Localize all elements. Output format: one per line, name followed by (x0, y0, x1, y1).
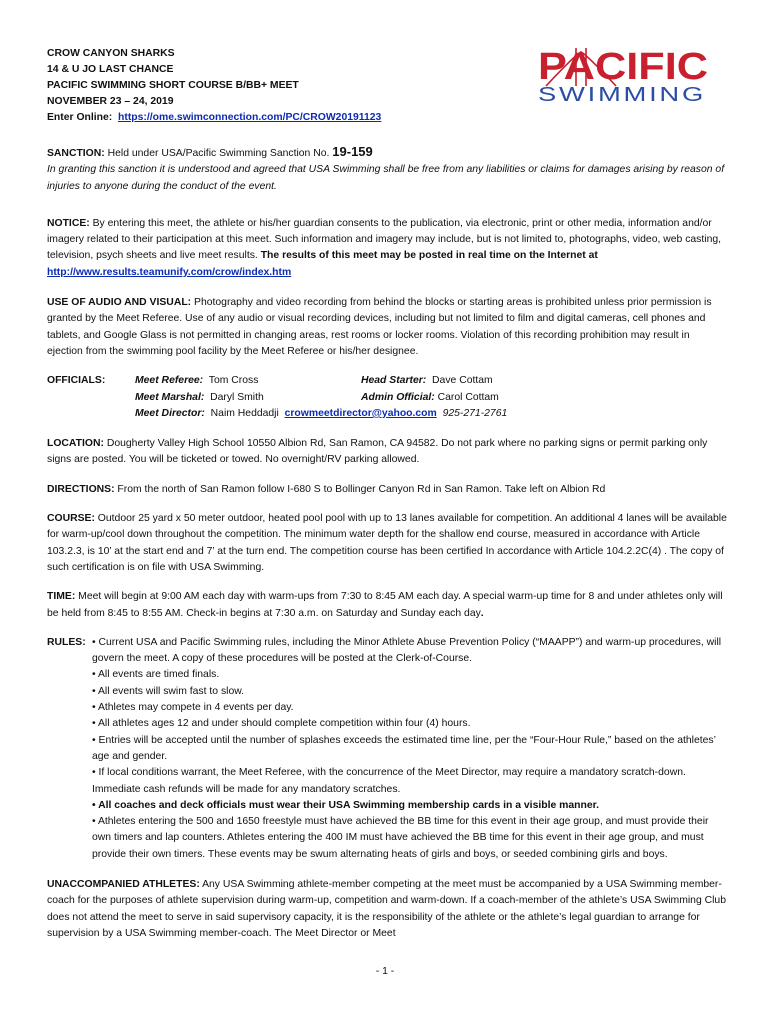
sanction-disclaimer: In granting this sanction it is understood and agreed that USA Swimming shall be free from any liabilities or claims for damages arising by reason of injuries to anyone during the conduct of the event. (47, 164, 725, 192)
time-section: TIME: Meet will begin at 9:00 AM each day with warm-ups from 7:30 to 8:45 AM each day. A special warm-up time for 8 and under athletes only will be held from 8:45 to 8:55 AM. Check-in begins at 7:30 a.m. on Saturday and Sunday each day. (47, 591, 723, 619)
document-page (47, 46, 727, 942)
meet-type: PACIFIC SWIMMING SHORT COURSE B/BB+ MEET (47, 80, 299, 91)
rule-item: • All events are timed finals. (92, 669, 220, 681)
rule-item: • All athletes ages 12 and under should complete competition within four (4) hours. (92, 718, 471, 730)
host-club: CROW CANYON SHARKS (47, 48, 175, 59)
rule-item-bold: • All coaches and deck officials must wear their USA Swimming membership cards in a visible manner. (92, 799, 599, 811)
rules-section: RULES: • Current USA and Pacific Swimming rules, including the Minor Athlete Abuse Prevention Policy (“MAAPP”) and warm-up procedures, will govern the meet. A copy of these procedures will be posted at the Clerk-of-Course. • All events are timed finals. • All events will swim fast to slow. • Athletes may compete in 4 events per day. • All athletes ages 12 and under should complete competition within four (4) hours. • Entries will be accepted until the number of splashes exceeds the estimated time line, per the “Four-Hour Rule,” based on the athletes’ age and gender. • If local conditions warrant, the Meet Referee, with the concurrence of the Meet Director, may require a mandatory scratch-down. Immediate cash refunds will be made for any mandatory scratches. • All coaches and deck officials must wear their USA Swimming membership cards in a visible manner. • Athletes entering the 500 and 1650 freestyle must have achieved the BB time for this event in their age group, and must provide their own timers and lap counters. Athletes entering the 400 IM must have achieved the BB time for this event in their age group, and must provide their own timers. These events may be swum alternating heats of girls and boys, or seeded combining girls and boys. (47, 635, 727, 863)
meet-name: 14 & U JO LAST CHANCE (47, 64, 174, 75)
entry-link[interactable]: https://ome.swimconnection.com/PC/CROW20191123 (118, 112, 382, 123)
meet-header (47, 46, 727, 126)
page-number: - 1 - (375, 966, 395, 977)
svg-text:PACIFIC: PACIFIC (538, 46, 708, 88)
unaccompanied-section: UNACCOMPANIED ATHLETES: Any USA Swimming athlete-member competing at the meet must be accompanied by a USA Swimming member-coach for the purposes of athlete supervision during warm-up, competition and warm-down. If a coach-member of the athlete’s USA Swimming Club does not attend the meet to serve in said supervisory capacity, it is the responsibility of the athlete or the athlete’s legal guardian to arrange for supervision by a USA Swimming member-coach. The Meet Director or Meet (47, 878, 726, 939)
sanction-section: SANCTION: Held under USA/Pacific Swimming Sanction No. 19-159 In granting this sanction it is understood and agreed that USA Swimming shall be free from any liabilities or claims for damages arising by reason of injuries to anyone during the conduct of the event. (47, 144, 725, 192)
rule-item: • Entries will be accepted until the number of splashes exceeds the estimated time line, per the “Four-Hour Rule,” based on the athletes’ age and gender. (92, 734, 716, 762)
rule-item: • Athletes may compete in 4 events per day. (92, 702, 294, 714)
meet-dates: NOVEMBER 23 – 24, 2019 (47, 96, 174, 107)
location-section: LOCATION: Dougherty Valley High School 10550 Albion Rd, San Ramon, CA 94582. Do not park where no parking signs or permit parking only signs are posted. You will be ticketed or towed. No overnight/RV parking allowed. (47, 438, 708, 466)
rule-item: • If local conditions warrant, the Meet Referee, with the concurrence of the Meet Director, may require a mandatory scratch-down. Immediate cash refunds will be made for any mandatory scratches. (92, 767, 686, 795)
rule-item: • Current USA and Pacific Swimming rules, including the Minor Athlete Abuse Prevention Policy (“MAAPP”) and warm-up procedures, will govern the meet. A copy of these procedures will be posted at the Clerk-of-Course. (92, 636, 722, 665)
rule-item: • Athletes entering the 500 and 1650 freestyle must have achieved the BB time for this event in their age group, and must provide their own timers and lap counters. Athletes entering the 400 IM must have achieved the BB time for this event in their age group, and must provide their own timers. These events may be swum alternating heats of girls and boys, or seeded combining girls and boys. (92, 816, 709, 860)
sanction-number: 19-159 (332, 144, 373, 159)
notice-section: NOTICE: By entering this meet, the athlete or his/her guardian consents to the publication, via electronic, print or other media, information and/or imagery related to their participation at this meet. Such information and imagery may include, but is not limited to, photographs, video, web casting, television, psych sheets and live meet results. The results of this meet may be posted in real time on the Internet at http://www.results.teamunify.com/crow/index.htm (47, 217, 722, 278)
svg-text:SWIMMING: SWIMMING (538, 84, 706, 106)
enter-online: Enter Online: https://ome.swimconnection.com/PC/CROW20191123 (47, 112, 382, 123)
results-link[interactable]: http://www.results.teamunify.com/crow/index.htm (47, 266, 292, 278)
directions-section: DIRECTIONS: From the north of San Ramon follow I-680 S to Bollinger Canyon Rd in San Ramon. Take left on Albion Rd (47, 483, 606, 495)
rules-list (92, 635, 727, 863)
director-email-link[interactable]: crowmeetdirector@yahoo.com (284, 407, 437, 419)
course-section: COURSE: Outdoor 25 yard x 50 meter outdoor, heated pool pool with up to 13 lanes available for competition. An additional 4 lanes will be available for warm-up/cool down throughout the competition. The minimum water depth for the shallow end course, measured in accordance with Article 103.2.3, is 10’ at the start end and 7’ at the turn end. The competition course has been certified In accordance with Article 104.2.2C(4) . The copy of such certification is on file with USA Swimming. (47, 513, 727, 573)
audio-visual-section: USE OF AUDIO AND VISUAL: Photography and video recording from behind the blocks or starting areas is prohibited unless prior permission is granted by the Meet Referee. Use of any audio or visual recording devices, including but not limited to film and digital cameras, cell phones and tablets, and Google Glass is not permitted in changing areas, rest rooms or locker rooms. Violation of this recording prohibition may result in ejection from the swimming pool facility by the Meet Referee or his/her designee. (47, 297, 712, 357)
rule-item: • All events will swim fast to slow. (92, 685, 245, 697)
officials-section: OFFICIALS: Meet Referee: Tom Cross Meet Marshal: Daryl Smith Meet Director: Naim Heddadji crowmeetdirector@yahoo.com 925-271-2761 Head Starter: Dave Cottam Admin Official: Carol Cottam (47, 375, 508, 419)
